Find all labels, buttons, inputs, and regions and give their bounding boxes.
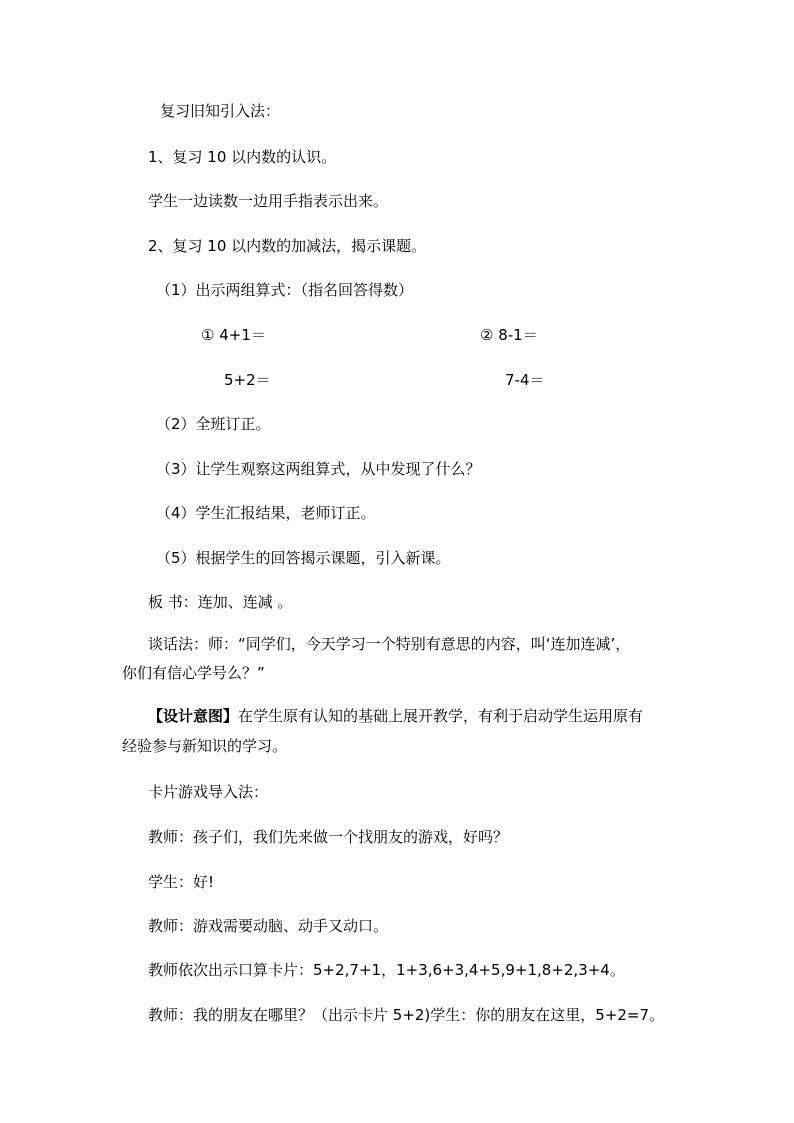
- equation-2b: 7-4＝: [505, 371, 545, 389]
- paragraph-line: （1）出示两组算式：（指名回答得数）: [156, 281, 414, 299]
- paragraph-line: （3）让学生观察这两组算式，从中发现了什么？: [156, 460, 481, 478]
- paragraph-line: 学生：好!: [148, 873, 215, 891]
- paragraph-line: 2、复习 10 以内数的加减法，揭示课题。: [148, 237, 427, 255]
- paragraph-line: 板 书：连加、连减 。: [148, 593, 293, 611]
- paragraph-line: 教师：游戏需要动脑、动手又动口。: [148, 917, 389, 935]
- design-intent-label: 【设计意图】: [148, 707, 239, 725]
- paragraph-line: （2）全班订正。: [156, 415, 271, 433]
- section-heading-card-game: 卡片游戏导入法：: [148, 783, 269, 801]
- design-intent-line: [148, 706, 643, 726]
- paragraph-line: 教师：孩子们，我们先来做一个找朋友的游戏，好吗？: [148, 828, 509, 846]
- paragraph-line: 教师：我的朋友在哪里？（出示卡片 5+2)学生：你的朋友在这里，5+2=7。: [148, 1006, 665, 1024]
- paragraph-line: 经验参与新知识的学习。: [122, 737, 288, 755]
- paragraph-line: （5）根据学生的回答揭示课题，引入新课。: [156, 549, 451, 567]
- paragraph-line: （4）学生汇报结果，老师订正。: [156, 504, 376, 522]
- equation-1b: ② 8-1＝: [480, 326, 538, 344]
- paragraph-line: 教师依次出示口算卡片：5+2,7+1，1+3,6+3,4+5,9+1,8+2,3+4。: [148, 961, 625, 979]
- paragraph-line: 谈话法：师：“同学们，今天学习一个特别有意思的内容，叫‘连加连减’，: [148, 635, 631, 653]
- paragraph-line: 你们有信心学号么？”: [122, 664, 265, 682]
- equation-2a: 5+2＝: [224, 371, 271, 389]
- equation-1a: ① 4+1＝: [201, 326, 266, 344]
- design-intent-text: 在学生原有认知的基础上展开教学，有利于启动学生运用原有: [238, 707, 644, 725]
- paragraph-line: 1、复习 10 以内数的认识。: [148, 148, 337, 166]
- paragraph-line: 学生一边读数一边用手指表示出来。: [148, 192, 389, 210]
- section-heading-review: 复习旧知引入法：: [160, 102, 281, 120]
